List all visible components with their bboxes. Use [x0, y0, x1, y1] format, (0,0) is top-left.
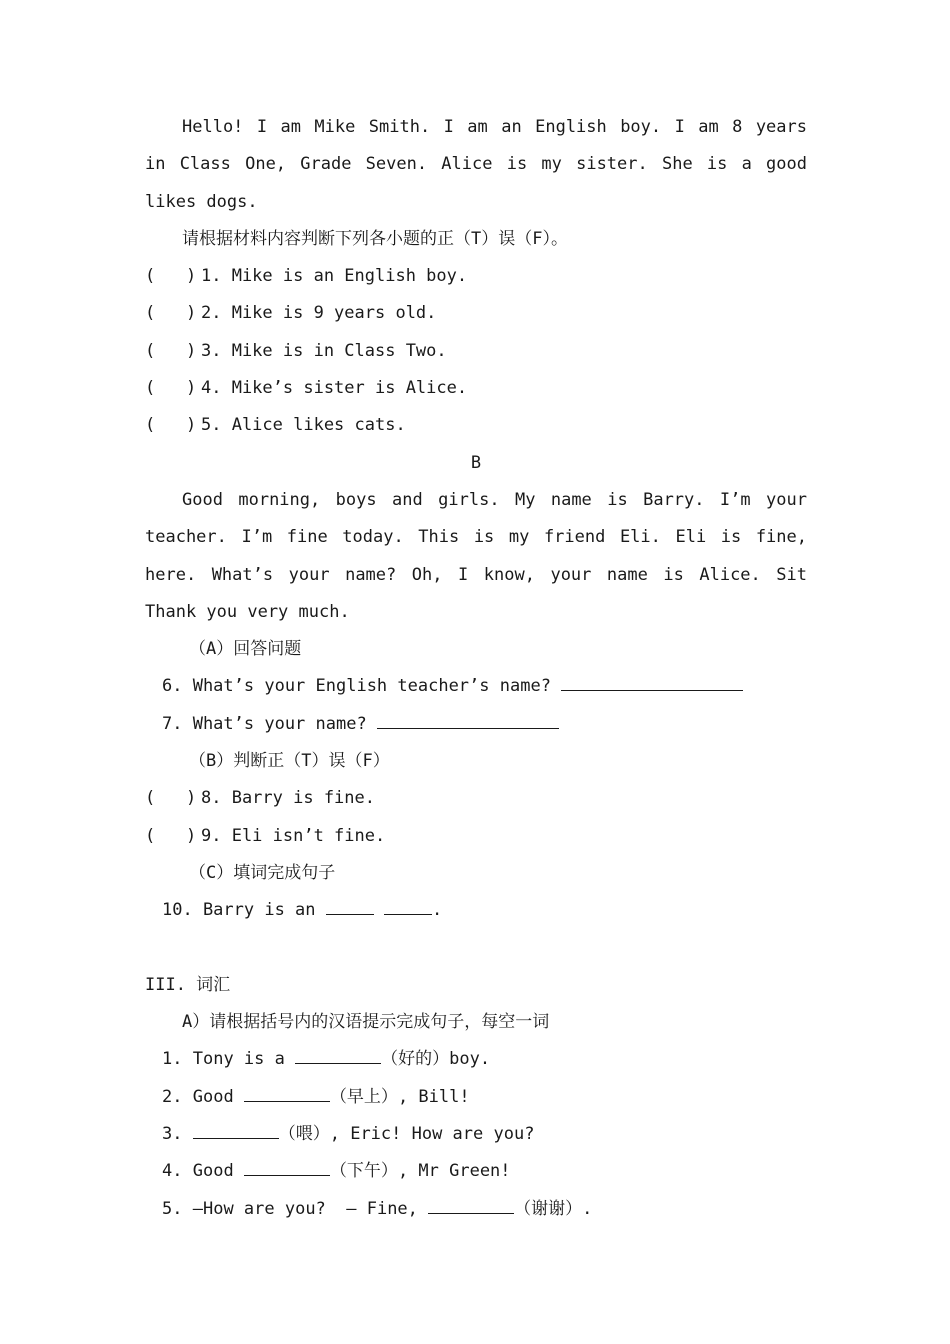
tf-item-2 — [145, 295, 807, 332]
answer-paren[interactable]: ( ) — [145, 788, 197, 809]
item-prefix: Good — [192, 1086, 234, 1107]
answer-paren[interactable]: ( ) — [145, 825, 197, 846]
tf-item-9-text: 9. Eli isn’t fine. — [201, 825, 386, 846]
item-suffix: , Eric! How are you? — [329, 1124, 535, 1145]
item-number: 4. — [162, 1161, 183, 1182]
item-number: 1. — [162, 1049, 183, 1070]
section-3-instruction: A）请根据括号内的汉语提示完成句子，每空一词 — [182, 1012, 550, 1033]
chinese-hint: （下午） — [329, 1161, 398, 1182]
question-10-text: 10. Barry is an — [162, 900, 316, 921]
question-6 — [145, 668, 807, 705]
passage-a-line-1: Hello! I am Mike Smith. I am an English boy. I am 8 years — [182, 117, 807, 137]
worksheet-page — [145, 109, 807, 1228]
chinese-hint: （早上） — [329, 1086, 398, 1107]
passage-b-line-3: here. What’s your name? Oh, I know, your name is Alice. Sit — [145, 564, 807, 585]
question-7 — [145, 706, 807, 743]
question-7-text: 7. What’s your name? — [162, 713, 367, 734]
item-prefix: —How are you? — Fine, — [192, 1198, 418, 1219]
answer-paren[interactable]: ( ) — [145, 415, 197, 436]
part-b-heading: （B）判断正（T）误（F） — [189, 751, 390, 772]
item-prefix: Tony is a — [192, 1049, 285, 1070]
part-c-heading: （C）填词完成句子 — [189, 862, 336, 883]
tf-item-4-text: 4. Mike’s sister is Alice. — [201, 378, 468, 399]
answer-paren[interactable]: ( ) — [145, 266, 197, 287]
answer-paren[interactable]: ( ) — [145, 378, 197, 399]
answer-paren[interactable]: ( ) — [145, 303, 197, 324]
item-number: 2. — [162, 1086, 183, 1107]
answer-blank[interactable] — [326, 896, 374, 915]
item-suffix: . — [582, 1198, 593, 1219]
passage-b-heading: B — [470, 452, 482, 473]
passage-a-instruction: 请根据材料内容判断下列各小题的正（T）误（F）。 — [182, 228, 568, 249]
chinese-hint: （喂） — [278, 1124, 330, 1145]
vocab-item-4 — [145, 1153, 807, 1190]
chinese-hint: （谢谢） — [514, 1198, 583, 1219]
question-10-end: . — [432, 900, 443, 921]
item-number: 5. — [162, 1198, 183, 1219]
passage-b-line-1: Good morning, boys and girls. My name is Barry. I’m your — [182, 489, 807, 510]
part-a-heading: （A）回答问题 — [189, 639, 302, 660]
section-3-title: III. 词汇 — [145, 974, 231, 995]
passage-a-line-2: in Class One, Grade Seven. Alice is my sister. She is a good — [145, 154, 807, 175]
answer-blank[interactable] — [377, 710, 559, 729]
tf-item-4 — [145, 370, 807, 407]
passage-a-line-3: likes dogs. — [145, 191, 258, 212]
item-suffix: , Mr Green! — [397, 1161, 511, 1182]
tf-item-9 — [145, 818, 807, 855]
answer-blank[interactable] — [193, 1120, 279, 1139]
question-10 — [145, 892, 807, 929]
answer-blank[interactable] — [244, 1083, 330, 1102]
tf-item-8-text: 8. Barry is fine. — [201, 788, 375, 809]
tf-item-3-text: 3. Mike is in Class Two. — [201, 340, 447, 361]
vocab-item-2 — [145, 1079, 807, 1116]
vocab-item-1 — [145, 1041, 807, 1078]
answer-blank[interactable] — [244, 1157, 330, 1176]
answer-blank[interactable] — [295, 1045, 381, 1064]
vocab-item-5 — [145, 1191, 807, 1228]
vocab-item-3 — [145, 1116, 807, 1153]
item-number: 3. — [162, 1124, 183, 1145]
answer-blank[interactable] — [561, 672, 743, 691]
passage-b-line-2: teacher. I’m fine today. This is my friend Eli. Eli is fine, — [145, 527, 807, 548]
tf-item-5-text: 5. Alice likes cats. — [201, 415, 406, 436]
item-suffix: boy. — [449, 1049, 491, 1070]
tf-item-3 — [145, 333, 807, 370]
tf-item-1 — [145, 258, 807, 295]
item-prefix: Good — [192, 1161, 234, 1182]
tf-item-8 — [145, 780, 807, 817]
answer-paren[interactable]: ( ) — [145, 340, 197, 361]
question-6-text: 6. What’s your English teacher’s name? — [162, 676, 551, 697]
item-suffix: , Bill! — [397, 1086, 470, 1107]
tf-item-2-text: 2. Mike is 9 years old. — [201, 303, 437, 324]
tf-item-1-text: 1. Mike is an English boy. — [201, 266, 468, 287]
answer-blank[interactable] — [384, 896, 432, 915]
answer-blank[interactable] — [428, 1195, 514, 1214]
tf-item-5 — [145, 407, 807, 444]
passage-b-line-4: Thank you very much. — [145, 601, 350, 622]
spacer — [145, 930, 807, 967]
chinese-hint: （好的） — [381, 1049, 450, 1070]
